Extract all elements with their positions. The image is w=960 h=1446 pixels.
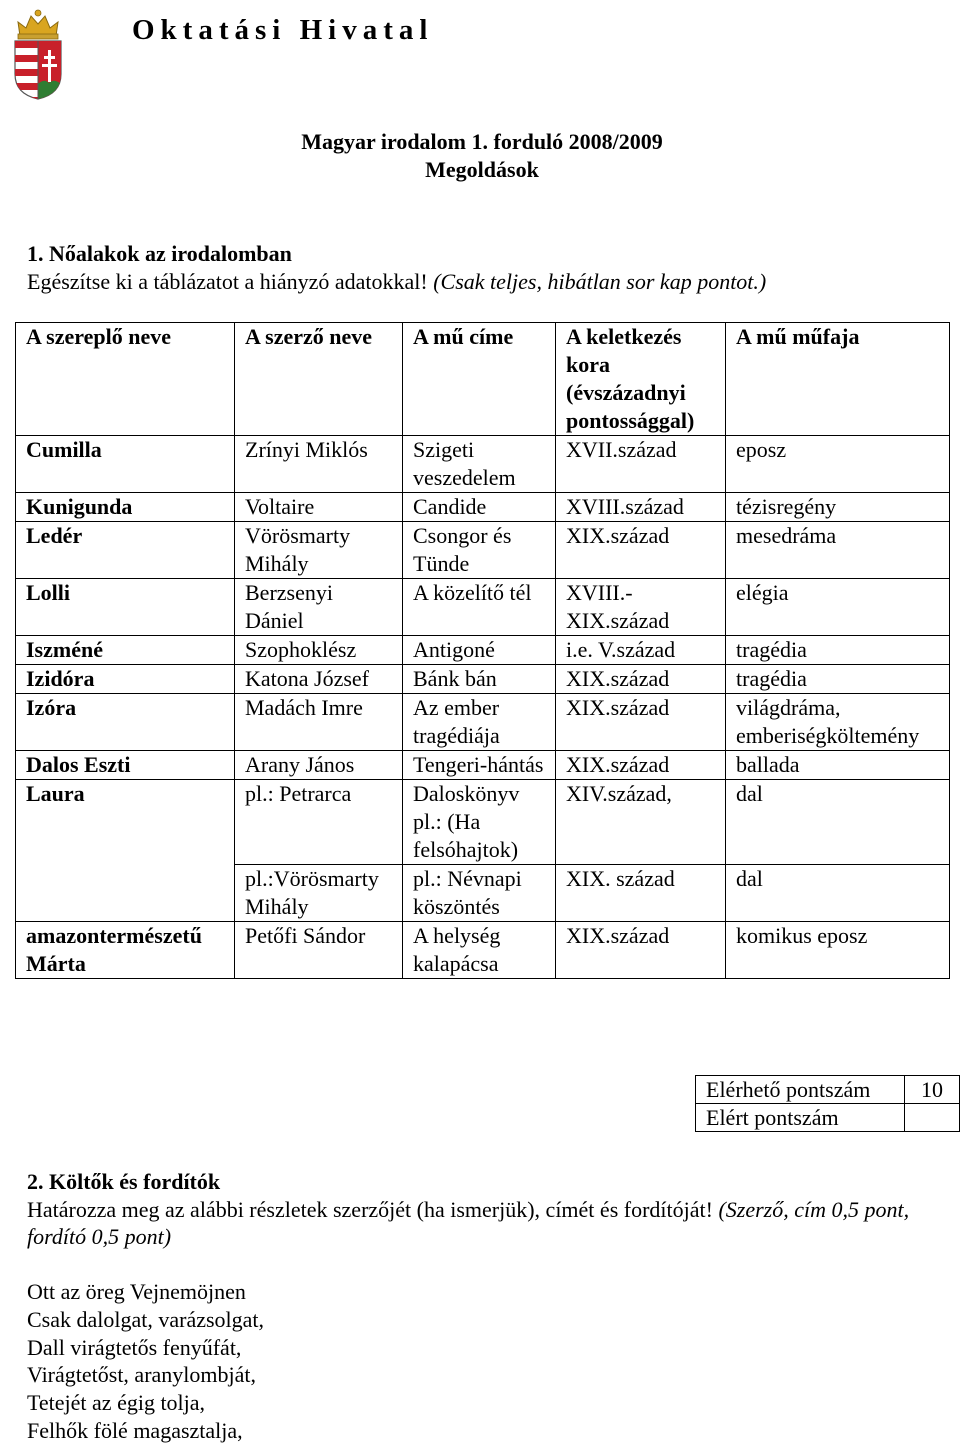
cell-work-title: Candide — [403, 493, 556, 522]
section-2-instruction — [27, 1196, 937, 1251]
cell-genre: elégia — [726, 579, 950, 636]
cell-character: Lolli — [16, 579, 235, 636]
organization-name: Oktatási Hivatal — [132, 14, 434, 46]
cell-period: i.e. V.század — [556, 636, 726, 665]
poem-line: Csak dalolgat, varázsolgat, — [27, 1306, 265, 1332]
score-row-available — [696, 1076, 960, 1104]
table-row — [16, 579, 950, 636]
cell-genre: tragédia — [726, 636, 950, 665]
available-points-label: Elérhető pontszám — [696, 1076, 905, 1104]
score-row-achieved — [696, 1104, 960, 1132]
table-row — [16, 922, 950, 979]
cell-period: XIX. század — [556, 865, 726, 922]
cell-period: XIV.század, — [556, 780, 726, 865]
female-characters-table — [15, 322, 950, 979]
poem-excerpt — [27, 1278, 264, 1445]
cell-author: Berzsenyi Dániel — [235, 579, 403, 636]
cell-author: Zrínyi Miklós — [235, 436, 403, 493]
section-2-instruction-text: Határozza meg az alábbi részletek szerzőjét (ha ismerjük), címét és fordítóját! — [27, 1196, 713, 1222]
poem-line: Ott az öreg Vejnemöjnen — [27, 1279, 246, 1304]
cell-work-title: Daloskönyv pl.: (Ha felsóhajtok) — [403, 780, 556, 865]
cell-character: Ledér — [16, 522, 235, 579]
header-genre: A mű műfaja — [726, 323, 950, 436]
cell-period: XIX.század — [556, 694, 726, 751]
table-row — [16, 665, 950, 694]
table-row — [16, 493, 950, 522]
cell-character: Izidóra — [16, 665, 235, 694]
cell-author: Szophoklész — [235, 636, 403, 665]
cell-work-title: Antigoné — [403, 636, 556, 665]
score-table — [695, 1075, 960, 1132]
section-2-intro — [27, 1168, 937, 1251]
cell-period: XIX.század — [556, 751, 726, 780]
cell-work-title: Szigeti veszedelem — [403, 436, 556, 493]
poem-line: Felhők fölé magasztalja, — [27, 1417, 243, 1443]
cell-period: XVIII.- XIX.század — [556, 579, 726, 636]
section-1-instruction-note: (Csak teljes, hibátlan sor kap pontot.) — [433, 268, 767, 294]
cell-period: XIX.század — [556, 522, 726, 579]
cell-genre: mesedráma — [726, 522, 950, 579]
cell-author: pl.:Vörösmarty Mihály — [235, 865, 403, 922]
cell-period: XVIII.század — [556, 493, 726, 522]
cell-author: pl.: Petrarca — [235, 780, 403, 865]
poem-line: Dall virágtetős fenyűfát, — [27, 1334, 242, 1360]
poem-line: Virágtetőst, aranylombját, — [27, 1362, 257, 1388]
table-row — [16, 780, 950, 865]
cell-character: Cumilla — [16, 436, 235, 493]
cell-work-title: A helység kalapácsa — [403, 922, 556, 979]
table-row — [16, 636, 950, 665]
section-2-title: 2. Költők és fordítók — [27, 1169, 221, 1194]
table-header-row — [16, 323, 950, 436]
cell-author: Madách Imre — [235, 694, 403, 751]
section-2-instruction-note: (Szerző, cím 0,5 pont, fordító 0,5 pont) — [27, 1196, 910, 1249]
achieved-points-label: Elért pontszám — [696, 1104, 905, 1132]
header-character: A szereplő neve — [16, 323, 235, 436]
available-points-value: 10 — [905, 1076, 960, 1104]
cell-genre: dal — [726, 865, 950, 922]
cell-genre: ballada — [726, 751, 950, 780]
cell-character: amazontermészetű Márta — [16, 922, 235, 979]
section-1-title: 1. Nőalakok az irodalomban — [27, 241, 292, 266]
table-row — [16, 694, 950, 751]
cell-genre: komikus eposz — [726, 922, 950, 979]
title-line-1: Magyar irodalom 1. forduló 2008/2009 — [301, 129, 663, 154]
header-author: A szerző neve — [235, 323, 403, 436]
cell-work-title: A közelítő tél — [403, 579, 556, 636]
cell-author: Voltaire — [235, 493, 403, 522]
cell-work-title: Tengeri-hántás — [403, 751, 556, 780]
cell-character: Izóra — [16, 694, 235, 751]
cell-work-title: Az ember tragédiája — [403, 694, 556, 751]
cell-work-title: Csongor és Tünde — [403, 522, 556, 579]
cell-character: Dalos Eszti — [16, 751, 235, 780]
section-1-instruction — [27, 268, 766, 296]
cell-author: Petőfi Sándor — [235, 922, 403, 979]
poem-line: Tetejét az égig tolja, — [27, 1390, 206, 1416]
table-row — [16, 522, 950, 579]
table-row — [16, 436, 950, 493]
table-row — [16, 751, 950, 780]
header-work-title: A mű címe — [403, 323, 556, 436]
cell-period: XVII.század — [556, 436, 726, 493]
cell-work-title: pl.: Névnapi köszöntés — [403, 865, 556, 922]
cell-character: Kunigunda — [16, 493, 235, 522]
cell-period: XIX.század — [556, 665, 726, 694]
cell-character: Laura — [16, 780, 235, 922]
header-period: A keletkezés kora (évszázadnyi pontossággal) — [556, 323, 726, 436]
document-title — [0, 128, 960, 184]
cell-genre: világdráma, emberiségköltemény — [726, 694, 950, 751]
title-line-2: Megoldások — [425, 157, 539, 182]
achieved-points-value — [905, 1104, 960, 1132]
cell-work-title: Bánk bán — [403, 665, 556, 694]
section-1-intro — [27, 240, 766, 295]
cell-genre: tézisregény — [726, 493, 950, 522]
cell-author: Katona József — [235, 665, 403, 694]
cell-author: Arany János — [235, 751, 403, 780]
cell-genre: tragédia — [726, 665, 950, 694]
cell-character: Iszméné — [16, 636, 235, 665]
section-1-instruction-text: Egészítse ki a táblázatot a hiányzó adatokkal! — [27, 268, 428, 294]
cell-genre: dal — [726, 780, 950, 865]
cell-genre: eposz — [726, 436, 950, 493]
cell-author: Vörösmarty Mihály — [235, 522, 403, 579]
coat-of-arms-logo — [12, 8, 64, 100]
cell-period: XIX.század — [556, 922, 726, 979]
